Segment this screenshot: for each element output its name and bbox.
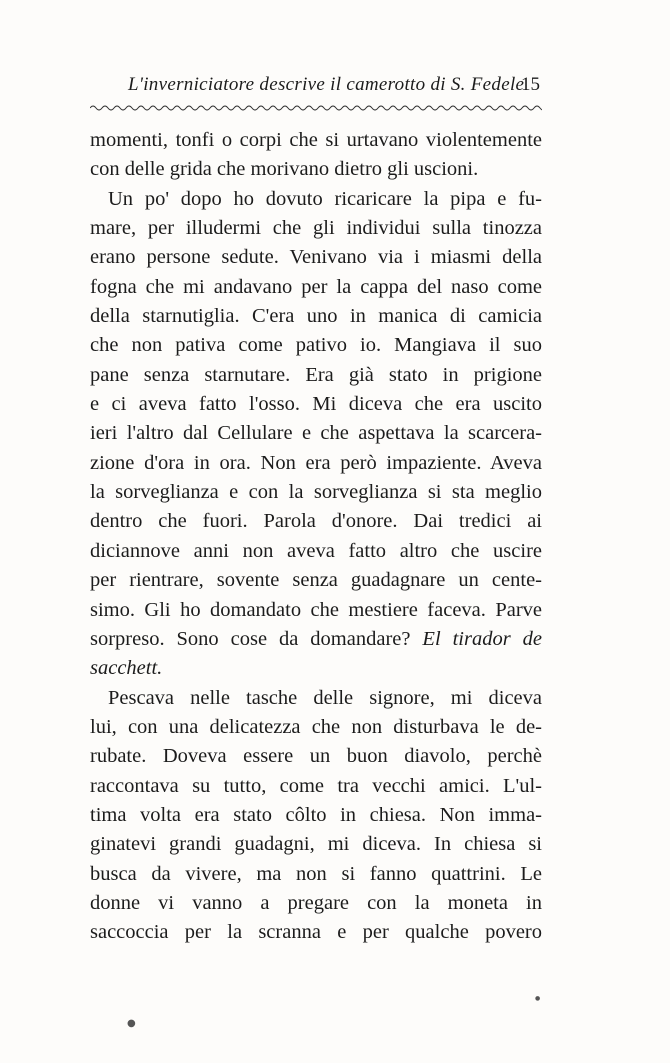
text-roman: sorpreso. Sono cose da domandare? (90, 627, 423, 650)
text-line: busca da vivere, ma non si fanno quattrini. Le (90, 862, 542, 885)
running-title: L'inverniciatore descrive il camerotto di S. Fedele (128, 74, 525, 95)
text-line: saccoccia per la scranna e per qualche povero (90, 921, 542, 944)
text-line: fogna che mi andavano per la cappa del naso come (90, 275, 542, 298)
text-line: ieri l'altro dal Cellulare e che aspettava la scarcera- (90, 422, 542, 445)
text-line: dentro che fuori. Parola d'onore. Dai tredici ai (90, 510, 542, 533)
text-line: della starnutiglia. C'era uno in manica di camicia (90, 305, 542, 328)
wavy-rule-ornament (90, 103, 542, 113)
text-line: lui, con una delicatezza che non disturbava le de- (90, 715, 542, 738)
text-line: simo. Gli ho domandato che mestiere faceva. Parve (90, 598, 542, 621)
text-line: tima volta era stato côlto in chiesa. Non imma- (90, 803, 542, 826)
text-line: la sorveglianza e con la sorveglianza si sta meglio (90, 481, 542, 504)
ink-speck: ● (127, 1018, 136, 1029)
text-line: per rientrare, sovente senza guadagnare un cente- (90, 569, 542, 592)
paragraph-first-line: Un po' dopo ho dovuto ricaricare la pipa e fu- (108, 187, 542, 210)
body-text (90, 126, 542, 948)
text-line: donne vi vanno a pregare con la moneta in (90, 891, 542, 914)
text-line: pane senza starnutare. Era già stato in prigione (90, 363, 542, 386)
page-number: 15 (521, 74, 540, 95)
paragraph-first-line: Pescava nelle tasche delle signore, mi diceva (108, 686, 542, 709)
text-line: e ci aveva fatto l'osso. Mi diceva che era uscito (90, 393, 542, 416)
text-line: rubate. Doveva essere un buon diavolo, perchè (90, 745, 542, 768)
text-line: diciannove anni non aveva fatto altro che uscire (90, 539, 542, 562)
text-line: erano persone sedute. Venivano via i miasmi della (90, 246, 542, 269)
text-line: momenti, tonfi o corpi che si urtavano violentemente (90, 129, 542, 151)
text-line: raccontava su tutto, come tra vecchi amici. L'ul- (90, 774, 542, 797)
text-line: zione d'ora in ora. Non era però impaziente. Aveva (90, 451, 542, 474)
text-line: mare, per illudermi che gli individui sulla tinozza (90, 217, 542, 240)
text-line-mixed (90, 625, 542, 654)
text-line: che non pativa come pativo io. Mangiava il suo (90, 334, 542, 357)
text-italic: El tirador de (422, 627, 542, 650)
running-head (90, 74, 542, 100)
ink-speck: ● (535, 995, 541, 1002)
text-line: con delle grida che morivano dietro gli uscioni. (90, 158, 479, 181)
text-line: ginatevi grandi guadagni, mi diceva. In chiesa si (90, 833, 542, 856)
text-line: sacchett. (90, 657, 163, 680)
